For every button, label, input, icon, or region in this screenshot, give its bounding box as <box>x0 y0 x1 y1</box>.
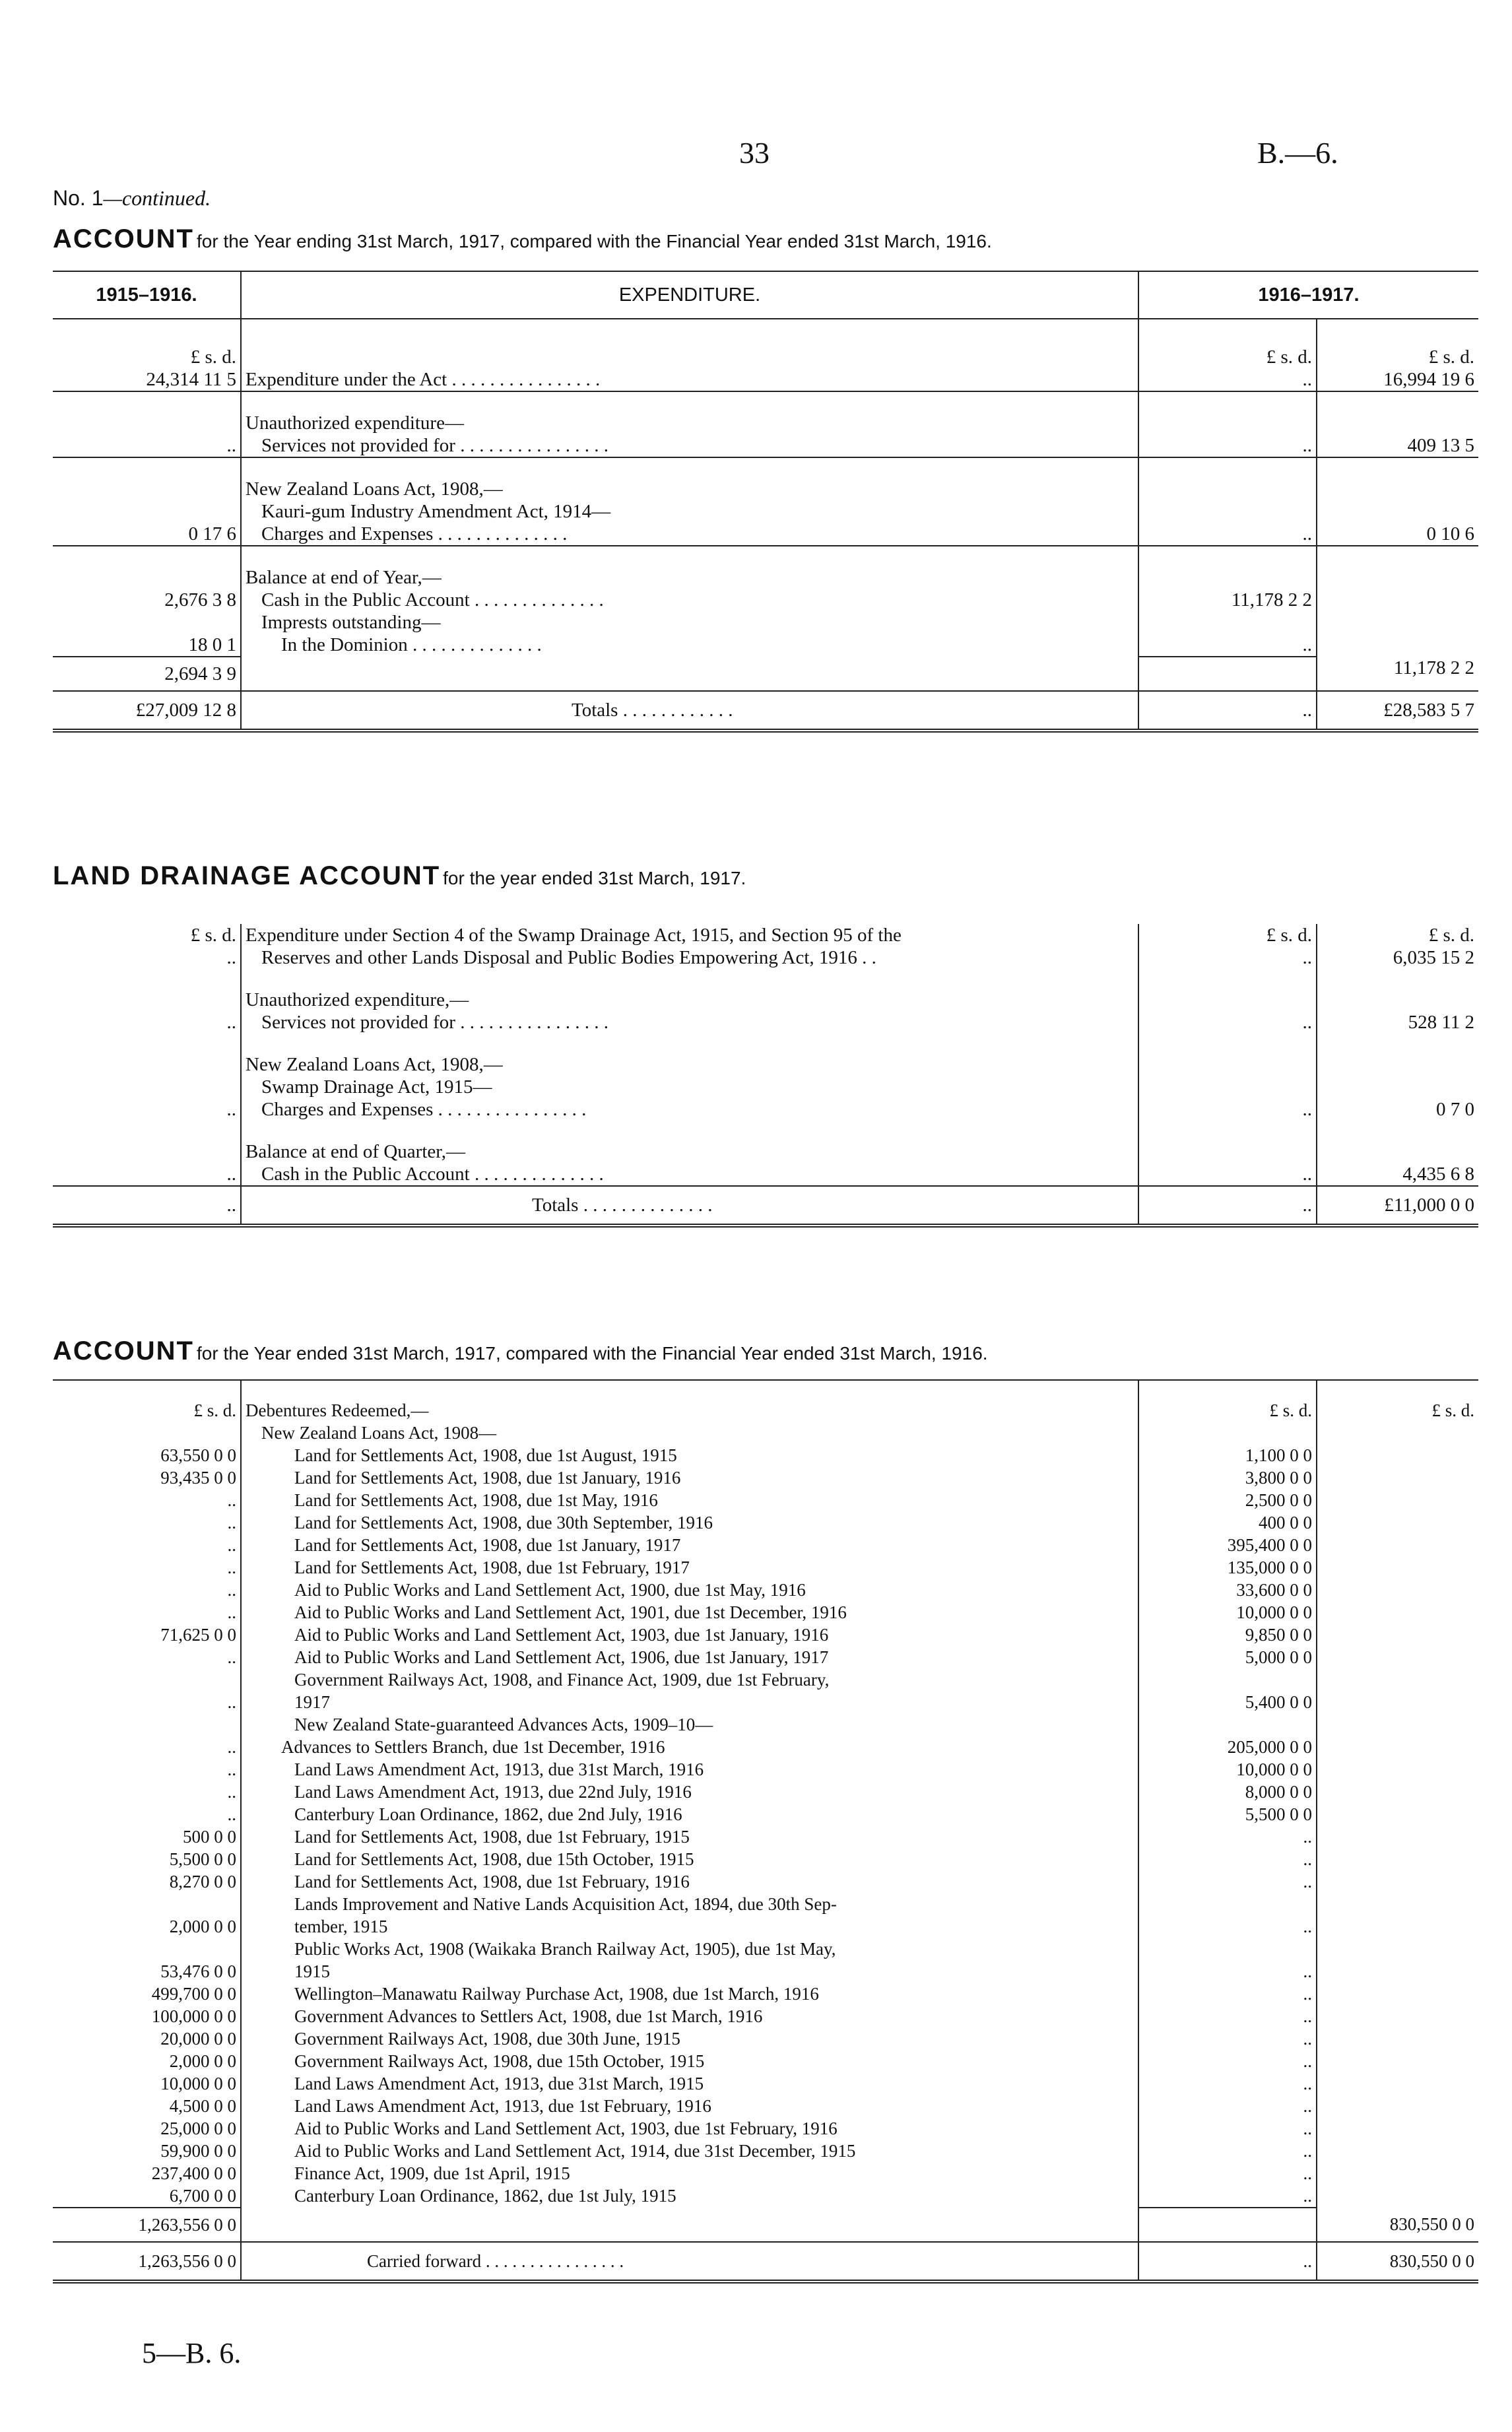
table-cell <box>1138 1938 1317 1960</box>
table-cell: .. <box>53 946 241 969</box>
table-cell: 10,000 0 0 <box>53 2072 241 2095</box>
row-label: Aid to Public Works and Land Settlement Act, 1903, due 1st January, 1916 <box>241 1624 1138 1646</box>
table-cell <box>53 412 241 434</box>
row-label: Land for Settlements Act, 1908, due 1st January, 1916 <box>241 1466 1138 1489</box>
table-row <box>53 1713 1478 1736</box>
row-label: Government Railways Act, 1908, and Finance Act, 1909, due 1st February, <box>241 1668 1138 1691</box>
table-row <box>53 1983 1478 2005</box>
table-cell: 5,400 0 0 <box>1138 1691 1317 1713</box>
table-cell: 33,600 0 0 <box>1138 1579 1317 1601</box>
table-cell: 4,435 6 8 <box>1402 1164 1474 1185</box>
units-label: £ s. d. <box>1138 924 1317 946</box>
units-label: £ s. d. <box>1138 1380 1317 1422</box>
account1-heading <box>53 224 992 254</box>
table-cell: .. <box>53 1579 241 1601</box>
row-label: Land Laws Amendment Act, 1913, due 31st March, 1915 <box>241 2072 1138 2095</box>
table-cell: .. <box>1138 1011 1317 1034</box>
table-row <box>53 1736 1478 1758</box>
table-cell <box>1138 1893 1317 1915</box>
continued-label: —continued. <box>103 186 211 210</box>
table-cell: 25,000 0 0 <box>53 2117 241 2140</box>
row-label: Land for Settlements Act, 1908, due 1st January, 1917 <box>241 1534 1138 1556</box>
table-cell: 8,000 0 0 <box>1138 1781 1317 1803</box>
table-cell: 2,500 0 0 <box>1138 1489 1317 1511</box>
row-label: Balance at end of Year,— <box>241 566 1138 589</box>
table-cell: .. <box>1138 634 1317 657</box>
table-cell: .. <box>53 1011 241 1034</box>
units-label: £ s. d. <box>1431 1400 1474 1420</box>
row-label: Government Railways Act, 1908, due 15th October, 1915 <box>241 2050 1138 2072</box>
subtotal-cell: 830,550 0 0 <box>1389 2214 1474 2234</box>
row-label: Expenditure under Section 4 of the Swamp Drainage Act, 1915, and Section 95 of the <box>241 924 1138 946</box>
row-label: Land Laws Amendment Act, 1913, due 22nd July, 1916 <box>241 1781 1138 1803</box>
table-cell: .. <box>1138 1848 1317 1870</box>
table-cell: 205,000 0 0 <box>1138 1736 1317 1758</box>
row-label: Cash in the Public Account . . . . . . . . . . . . . . <box>241 1163 1138 1186</box>
table-cell: .. <box>53 1781 241 1803</box>
account1-title: for the Year ending 31st March, 1917, compared with the Financial Year ended 31st March, 1916. <box>196 231 992 251</box>
account3-heading <box>53 1336 988 1366</box>
units-label: £ s. d. <box>1138 346 1317 368</box>
table-cell: 4,500 0 0 <box>53 2095 241 2117</box>
total-cell: £11,000 0 0 <box>1384 1195 1474 1216</box>
table-row <box>53 1511 1478 1534</box>
table-cell: 2,694 3 9 <box>53 657 241 691</box>
table-row <box>53 1668 1478 1691</box>
units-label: £ s. d. <box>1428 925 1474 946</box>
row-label: Unauthorized expenditure— <box>241 412 1138 434</box>
row-label: Aid to Public Works and Land Settlement Act, 1900, due 1st May, 1916 <box>241 1579 1138 1601</box>
table-cell <box>53 1713 241 1736</box>
table-cell: 10,000 0 0 <box>1138 1758 1317 1781</box>
table-cell: 10,000 0 0 <box>1138 1601 1317 1624</box>
row-label: Imprests outstanding— <box>241 611 1138 634</box>
row-label: Land for Settlements Act, 1908, due 1st February, 1915 <box>241 1825 1138 1848</box>
total-cell: 830,550 0 0 <box>1389 2251 1474 2271</box>
table-row <box>53 2095 1478 2117</box>
table-cell: .. <box>1138 2005 1317 2027</box>
table-cell <box>53 1938 241 1960</box>
account1-table <box>53 271 1478 733</box>
table-cell: 2,000 0 0 <box>53 2050 241 2072</box>
row-label: Aid to Public Works and Land Settlement Act, 1901, due 1st December, 1916 <box>241 1601 1138 1624</box>
table-cell: 237,400 0 0 <box>53 2162 241 2185</box>
table-row <box>53 1534 1478 1556</box>
units-label: £ s. d. <box>1428 346 1474 368</box>
table-cell: 0 17 6 <box>53 523 241 546</box>
table-cell <box>1138 1422 1317 1444</box>
table-cell: 11,178 2 2 <box>1393 657 1474 678</box>
row-label: Unauthorized expenditure,— <box>241 989 1138 1011</box>
table-row <box>53 1915 1478 1938</box>
table-cell: 500 0 0 <box>53 1825 241 1848</box>
row-label: Government Advances to Settlers Act, 1908, due 1st March, 1916 <box>241 2005 1138 2027</box>
row-label: Swamp Drainage Act, 1915— <box>241 1076 1138 1098</box>
row-label: Land for Settlements Act, 1908, due 15th October, 1915 <box>241 1848 1138 1870</box>
row-label: Charges and Expenses . . . . . . . . . . . . . . <box>241 523 1138 546</box>
land-drainage-word: LAND DRAINAGE ACCOUNT <box>53 861 441 890</box>
table-cell: .. <box>53 1736 241 1758</box>
table-cell: 71,625 0 0 <box>53 1624 241 1646</box>
table-cell: .. <box>1138 1163 1317 1186</box>
account3-rows <box>53 1422 1478 2208</box>
table-cell: .. <box>1138 1915 1317 1938</box>
table-cell: .. <box>1138 2072 1317 2095</box>
total-cell: .. <box>1138 1186 1317 1226</box>
table-row <box>53 2162 1478 2185</box>
row-label: Advances to Settlers Branch, due 1st December, 1916 <box>241 1736 1138 1758</box>
table-row <box>53 1489 1478 1511</box>
carried-forward-label: Carried forward . . . . . . . . . . . . . . . . <box>241 2242 1138 2282</box>
table-cell: 20,000 0 0 <box>53 2027 241 2050</box>
row-label: Land for Settlements Act, 1908, due 1st August, 1915 <box>241 1444 1138 1466</box>
row-label: Land for Settlements Act, 1908, due 1st February, 1916 <box>241 1870 1138 1893</box>
table-cell: 8,270 0 0 <box>53 1870 241 1893</box>
row-label: Land for Settlements Act, 1908, due 30th September, 1916 <box>241 1511 1138 1534</box>
table-cell: 63,550 0 0 <box>53 1444 241 1466</box>
table-row <box>53 1624 1478 1646</box>
table-row <box>53 1601 1478 1624</box>
row-label: Charges and Expenses . . . . . . . . . . . . . . . . <box>241 1098 1138 1121</box>
table-cell: 100,000 0 0 <box>53 2005 241 2027</box>
total-cell: .. <box>53 1186 241 1226</box>
table-row <box>53 1758 1478 1781</box>
table-row <box>53 2117 1478 2140</box>
row-label: Land for Settlements Act, 1908, due 1st February, 1917 <box>241 1556 1138 1579</box>
table-cell: 59,900 0 0 <box>53 2140 241 2162</box>
table-cell: 9,850 0 0 <box>1138 1624 1317 1646</box>
row-label: Aid to Public Works and Land Settlement Act, 1906, due 1st January, 1917 <box>241 1646 1138 1668</box>
row-label: 1915 <box>241 1960 1138 1983</box>
table-cell: 135,000 0 0 <box>1138 1556 1317 1579</box>
table-cell: .. <box>1138 2095 1317 2117</box>
table-cell: .. <box>1138 2027 1317 2050</box>
row-label: Kauri-gum Industry Amendment Act, 1914— <box>241 500 1138 523</box>
table-row <box>53 2140 1478 2162</box>
table-cell: 499,700 0 0 <box>53 1983 241 2005</box>
table-cell: 6,700 0 0 <box>53 2185 241 2208</box>
table-cell: .. <box>1138 2117 1317 2140</box>
table-cell: .. <box>53 1691 241 1713</box>
table-cell: .. <box>1138 523 1317 546</box>
table-cell: .. <box>1138 1098 1317 1121</box>
table-row <box>53 1646 1478 1668</box>
table-cell: .. <box>53 1803 241 1825</box>
account1-word: ACCOUNT <box>53 224 194 253</box>
page-footer: 5—B. 6. <box>142 2337 242 2369</box>
table-row <box>53 2027 1478 2050</box>
table-row <box>53 2185 1478 2208</box>
row-label: Services not provided for . . . . . . . . . . . . . . . . <box>241 1011 1138 1034</box>
row-label: Services not provided for . . . . . . . . . . . . . . . . <box>241 434 1138 457</box>
table-cell <box>53 1893 241 1915</box>
table-cell: .. <box>53 1163 241 1186</box>
row-label: Balance at end of Quarter,— <box>241 1140 1138 1163</box>
table-cell: .. <box>1138 1983 1317 2005</box>
row-label: New Zealand Loans Act, 1908— <box>241 1422 1138 1444</box>
table-row <box>53 2005 1478 2027</box>
subtotal-cell: 1,263,556 0 0 <box>53 2208 241 2242</box>
section-number <box>53 186 211 211</box>
table-cell: 2,000 0 0 <box>53 1915 241 1938</box>
table-cell: .. <box>53 1511 241 1534</box>
total-cell: .. <box>1138 691 1317 731</box>
account1-col-prev: 1915–1916. <box>53 271 241 319</box>
table-row <box>53 2072 1478 2095</box>
row-label: Cash in the Public Account . . . . . . . . . . . . . . <box>241 589 1138 611</box>
units-label: £ s. d. <box>53 1380 241 1422</box>
table-cell: 16,994 19 6 <box>1383 369 1474 390</box>
land-drainage-table <box>53 924 1478 1228</box>
table-row <box>53 1579 1478 1601</box>
table-row <box>53 1938 1478 1960</box>
row-label: Aid to Public Works and Land Settlement Act, 1903, due 1st February, 1916 <box>241 2117 1138 2140</box>
table-cell: 400 0 0 <box>1138 1511 1317 1534</box>
table-cell <box>1138 1713 1317 1736</box>
table-cell <box>53 1668 241 1691</box>
table-cell: .. <box>1138 2162 1317 2185</box>
table-cell: 11,178 2 2 <box>1138 589 1317 611</box>
page-number: 33 <box>739 136 770 170</box>
table-row <box>53 1893 1478 1915</box>
row-label: New Zealand State-guaranteed Advances Acts, 1909–10— <box>241 1713 1138 1736</box>
table-cell: .. <box>53 1098 241 1121</box>
total-cell: 1,263,556 0 0 <box>53 2242 241 2282</box>
table-row <box>53 1960 1478 1983</box>
table-cell: .. <box>1138 946 1317 969</box>
row-label: Expenditure under the Act . . . . . . . . . . . . . . . . <box>241 368 1138 391</box>
table-cell: .. <box>1138 2140 1317 2162</box>
row-label: tember, 1915 <box>241 1915 1138 1938</box>
units-label: £ s. d. <box>53 924 241 946</box>
totals-label: Totals . . . . . . . . . . . . <box>241 691 1138 731</box>
row-label: Lands Improvement and Native Lands Acquisition Act, 1894, due 30th Sep- <box>241 1893 1138 1915</box>
table-cell: 5,500 0 0 <box>1138 1803 1317 1825</box>
table-row <box>53 1444 1478 1466</box>
table-row <box>53 1803 1478 1825</box>
table-row <box>53 1781 1478 1803</box>
table-cell: .. <box>1138 2050 1317 2072</box>
table-cell: 93,435 0 0 <box>53 1466 241 1489</box>
table-cell: 409 13 5 <box>1407 435 1474 456</box>
document-reference: B.—6. <box>1257 136 1338 170</box>
row-label: New Zealand Loans Act, 1908,— <box>241 1053 1138 1076</box>
units-label: £ s. d. <box>53 346 241 368</box>
table-cell: .. <box>53 1556 241 1579</box>
table-cell: .. <box>1138 434 1317 457</box>
table-cell: 5,500 0 0 <box>53 1848 241 1870</box>
table-cell: .. <box>53 434 241 457</box>
table-cell: .. <box>53 1489 241 1511</box>
table-cell: 5,000 0 0 <box>1138 1646 1317 1668</box>
table-cell: .. <box>1138 1825 1317 1848</box>
table-row <box>53 1870 1478 1893</box>
table-cell <box>53 1422 241 1444</box>
table-cell: .. <box>53 1646 241 1668</box>
table-cell: 528 11 2 <box>1408 1012 1474 1033</box>
table-row <box>53 1556 1478 1579</box>
row-label: Canterbury Loan Ordinance, 1862, due 1st July, 1915 <box>241 2185 1138 2208</box>
table-cell: 6,035 15 2 <box>1393 947 1474 968</box>
row-label: Finance Act, 1909, due 1st April, 1915 <box>241 2162 1138 2185</box>
table-cell: .. <box>53 1601 241 1624</box>
table-cell <box>1138 1668 1317 1691</box>
table-row <box>53 1422 1478 1444</box>
table-row <box>53 1848 1478 1870</box>
table-cell: .. <box>1138 1870 1317 1893</box>
row-label: Land Laws Amendment Act, 1913, due 31st March, 1916 <box>241 1758 1138 1781</box>
table-cell: .. <box>1138 1960 1317 1983</box>
account3-table <box>53 1379 1478 2284</box>
row-label: 1917 <box>241 1691 1138 1713</box>
table-cell: 18 0 1 <box>53 634 241 657</box>
row-label: New Zealand Loans Act, 1908,— <box>241 478 1138 500</box>
account1-col-current: 1916–1917. <box>1138 271 1478 319</box>
total-cell: £28,583 5 7 <box>1383 700 1474 721</box>
table-cell: 1,100 0 0 <box>1138 1444 1317 1466</box>
totals-label: Totals . . . . . . . . . . . . . . <box>241 1186 1138 1226</box>
row-label: Public Works Act, 1908 (Waikaka Branch Railway Act, 1905), due 1st May, <box>241 1938 1138 1960</box>
land-drainage-title: for the year ended 31st March, 1917. <box>443 868 746 888</box>
row-label: Debentures Redeemed,— <box>241 1380 1138 1422</box>
table-cell: 3,800 0 0 <box>1138 1466 1317 1489</box>
row-label: Reserves and other Lands Disposal and Public Bodies Empowering Act, 1916 . . <box>241 946 1138 969</box>
table-row <box>53 1825 1478 1848</box>
account3-word: ACCOUNT <box>53 1336 194 1365</box>
table-cell: 0 10 6 <box>1426 523 1474 544</box>
land-drainage-heading <box>53 861 746 891</box>
table-cell: .. <box>53 1534 241 1556</box>
table-cell: .. <box>1138 2185 1317 2208</box>
table-cell: 24,314 11 5 <box>53 368 241 391</box>
row-label: In the Dominion . . . . . . . . . . . . . . <box>241 634 1138 657</box>
account3-title: for the Year ended 31st March, 1917, compared with the Financial Year ended 31st March, 1916. <box>196 1343 988 1364</box>
total-cell: £27,009 12 8 <box>53 691 241 731</box>
table-cell: .. <box>1138 368 1317 391</box>
table-cell: 2,676 3 8 <box>53 589 241 611</box>
table-row <box>53 2050 1478 2072</box>
table-cell: 0 7 0 <box>1436 1099 1474 1120</box>
row-label: Government Railways Act, 1908, due 30th June, 1915 <box>241 2027 1138 2050</box>
row-label: Wellington–Manawatu Railway Purchase Act, 1908, due 1st March, 1916 <box>241 1983 1138 2005</box>
table-row <box>53 1691 1478 1713</box>
section-label: No. 1 <box>53 186 104 210</box>
table-cell: 53,476 0 0 <box>53 1960 241 1983</box>
account1-col-expenditure: EXPENDITURE. <box>241 271 1138 319</box>
table-row <box>53 1466 1478 1489</box>
row-label: Land for Settlements Act, 1908, due 1st May, 1916 <box>241 1489 1138 1511</box>
table-cell: 395,400 0 0 <box>1138 1534 1317 1556</box>
row-label: Aid to Public Works and Land Settlement Act, 1914, due 31st December, 1915 <box>241 2140 1138 2162</box>
row-label: Land Laws Amendment Act, 1913, due 1st February, 1916 <box>241 2095 1138 2117</box>
table-cell: .. <box>53 1758 241 1781</box>
total-cell: .. <box>1138 2242 1317 2282</box>
row-label: Canterbury Loan Ordinance, 1862, due 2nd July, 1916 <box>241 1803 1138 1825</box>
